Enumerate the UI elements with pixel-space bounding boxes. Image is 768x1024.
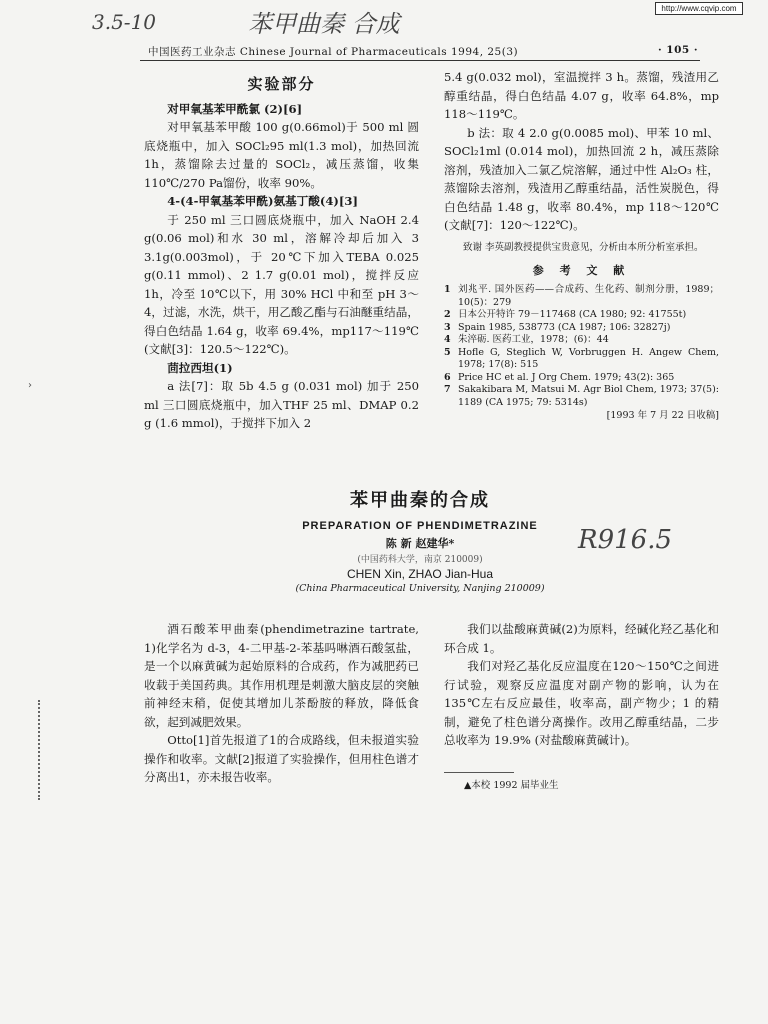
paragraph: 对甲氧基苯甲酸 100 g(0.66mol)于 500 ml 圆底烧瓶中，加入 SOCl₂95 ml(1.3 mol)，加热回流1h，蒸馏除去过量的 SOCl₂，减压蒸馏，收集 110℃/270 Pa馏份，收率 90%。	[144, 120, 419, 190]
acknowledgement: 致谢 李英副教授提供宝贵意见，分析由本所分析室承担。	[463, 241, 704, 253]
reference-item	[444, 347, 719, 372]
right-column-top	[444, 68, 719, 422]
right-column-bottom	[444, 620, 719, 795]
reference-text: 日本公开特许 79－117468 (CA 1980; 92: 41755t)	[458, 309, 687, 320]
reference-number: 6	[444, 371, 451, 383]
reference-text: 刘兆平. 国外医药——合成药、生化药、制剂分册，1989；10(5)：279	[458, 284, 719, 308]
paragraph: 酒石酸苯甲曲秦(phendimetrazine tartrate, 1)化学名为 d-3，4-二甲基-2-苯基吗啉酒石酸氢盐，是一个以麻黄碱为起始原料的合成药，作为减肥药已收载于美国药典。其作用机理是刺激大脑皮层的突触前神经末稍，促使其增加儿茶酚胺的释放，降低食欲，起到减肥效果。	[144, 622, 419, 729]
subheading: 4-(4-甲氧基苯甲酰)氨基丁酸(4)[3]	[167, 194, 358, 208]
binding-mark	[38, 700, 48, 800]
reference-number: 7	[444, 384, 451, 395]
reference-item	[444, 372, 719, 385]
paragraph: b 法：取 4 2.0 g(0.0085 mol)、甲苯 10 ml、SOCl₂1ml (0.014 mol)，加热回流 2 h，减压蒸除溶剂，残渣加入二氯乙烷溶解，通过中性 Al₂O₃ 柱，蒸馏除去溶剂，残渣用乙醇重结晶，活性炭脱色，得白色结晶 1.48 g，收率 80.4%，mp 118～120℃ (文献[7]：120～122℃)。	[444, 125, 719, 232]
paragraph: 我们以盐酸麻黄碱(2)为原料，经碱化羟乙基化和环合成 1。	[444, 622, 719, 655]
page-number: · 105 ·	[657, 44, 698, 56]
handwritten-note-left: 3.5-10	[92, 10, 157, 34]
reference-item	[444, 334, 719, 347]
article-title-cn: 苯甲曲秦的合成	[350, 490, 490, 511]
authors-en: CHEN Xin, ZHAO Jian-Hua	[346, 567, 494, 581]
margin-mark: ›	[28, 380, 32, 391]
reference-number: 1	[444, 284, 451, 295]
reference-item	[444, 284, 719, 309]
left-column-top	[144, 75, 419, 433]
reference-text: Sakakibara M, Matsui M. Agr Biol Chem, 1973; 37(5): 1189 (CA 1975; 79: 5314s)	[458, 384, 719, 408]
footnote: ▲本校 1992 届毕业生	[464, 779, 559, 791]
footnote-rule	[444, 772, 514, 773]
reference-number: 2	[444, 309, 451, 320]
references-list	[444, 284, 719, 409]
authors-cn: 陈 新 赵建华*	[385, 537, 455, 550]
paragraph: 我们对羟乙基化反应温度在120～150℃之间进行试验，观察反应温度对副产物的影响，认为在 135℃左右反应最佳，收率高，副产物少；1 的精制，避免了柱色谱分离操作。改用乙醇重结晶，二步总收率为 19.9% (对盐酸麻黄碱计)。	[444, 659, 719, 747]
article-header	[140, 486, 700, 594]
journal-info: 中国医药工业杂志 Chinese Journal of Pharmaceuticals 1994, 25(3)	[148, 46, 519, 58]
reference-text: Price HC et al. J Org Chem. 1979; 43(2): 365	[458, 371, 675, 383]
header-rule	[140, 60, 700, 61]
reference-number: 3	[444, 321, 451, 333]
reference-text: 朱淬砺. 医药工业，1978；(6)：44	[458, 334, 609, 345]
handwritten-class-number: R916.5	[578, 525, 673, 555]
references-title: 参 考 文 献	[532, 263, 631, 277]
handwritten-note-title: 苯甲曲秦 合成	[248, 10, 400, 38]
received-date: [1993 年 7 月 22 日收稿]	[606, 410, 719, 421]
section-title: 实验部分	[247, 75, 316, 93]
article-title-en: PREPARATION OF PHENDIMETRAZINE	[302, 520, 538, 532]
running-header	[148, 44, 698, 59]
subheading: 茴拉西坦(1)	[167, 360, 233, 375]
paragraph: 5.4 g(0.032 mol)，室温搅拌 3 h。蒸馏，残渣用乙醇重结晶，得白色结晶 4.07 g，收率 64.8%，mp 118～119℃。	[444, 70, 719, 121]
source-url-box: http://www.cqvip.com	[655, 2, 743, 15]
affiliation-cn: (中国药科大学，南京 210009)	[357, 555, 483, 565]
left-column-bottom	[144, 620, 419, 787]
paragraph: a 法[7]：取 5b 4.5 g (0.031 mol) 加于 250 ml 三口圆底烧瓶中，加入THF 25 ml、DMAP 0.2 g (1.6 mmol)，于搅拌下加入 2	[144, 379, 419, 430]
reference-item	[444, 309, 719, 322]
reference-item	[444, 322, 719, 335]
paragraph: 于 250 ml 三口圆底烧瓶中，加入 NaOH 2.4 g(0.06 mol)和水 30 ml，溶解冷却后加入 3 3.1g(0.003mol)，于 20℃下加入TEBA 0.025 g(0.11 mmol)、2 1.7 g(0.01 mol)，搅拌反应 1h，冷至 10℃以下，用 30% HCl 中和至 pH 3～4，过滤，水洗，烘干，用乙酸乙酯与石油醚重结晶，得白色结晶 1.64 g，收率 69.4%，mp117～119℃(文献[3]：120.5～122℃)。	[144, 212, 419, 356]
paragraph: Otto[1]首先报道了1的合成路线，但未报道实验操作和收率。文献[2]报道了实验操作，但用柱色谱才分离出1，亦未报告收率。	[144, 733, 419, 784]
reference-item	[444, 384, 719, 409]
affiliation-en: (China Pharmaceutical University, Nanjing 210009)	[295, 583, 545, 594]
reference-number: 5	[444, 346, 451, 358]
reference-number: 4	[444, 334, 451, 345]
subheading: 对甲氧基苯甲酰氯 (2)[6]	[167, 101, 303, 116]
reference-text: Hofle G, Steglich W, Vorbruggen H. Angew Chem, 1978; 17(8): 515	[458, 346, 719, 370]
reference-text: Spain 1985, 538773 (CA 1987; 106: 32827j)	[458, 321, 671, 333]
